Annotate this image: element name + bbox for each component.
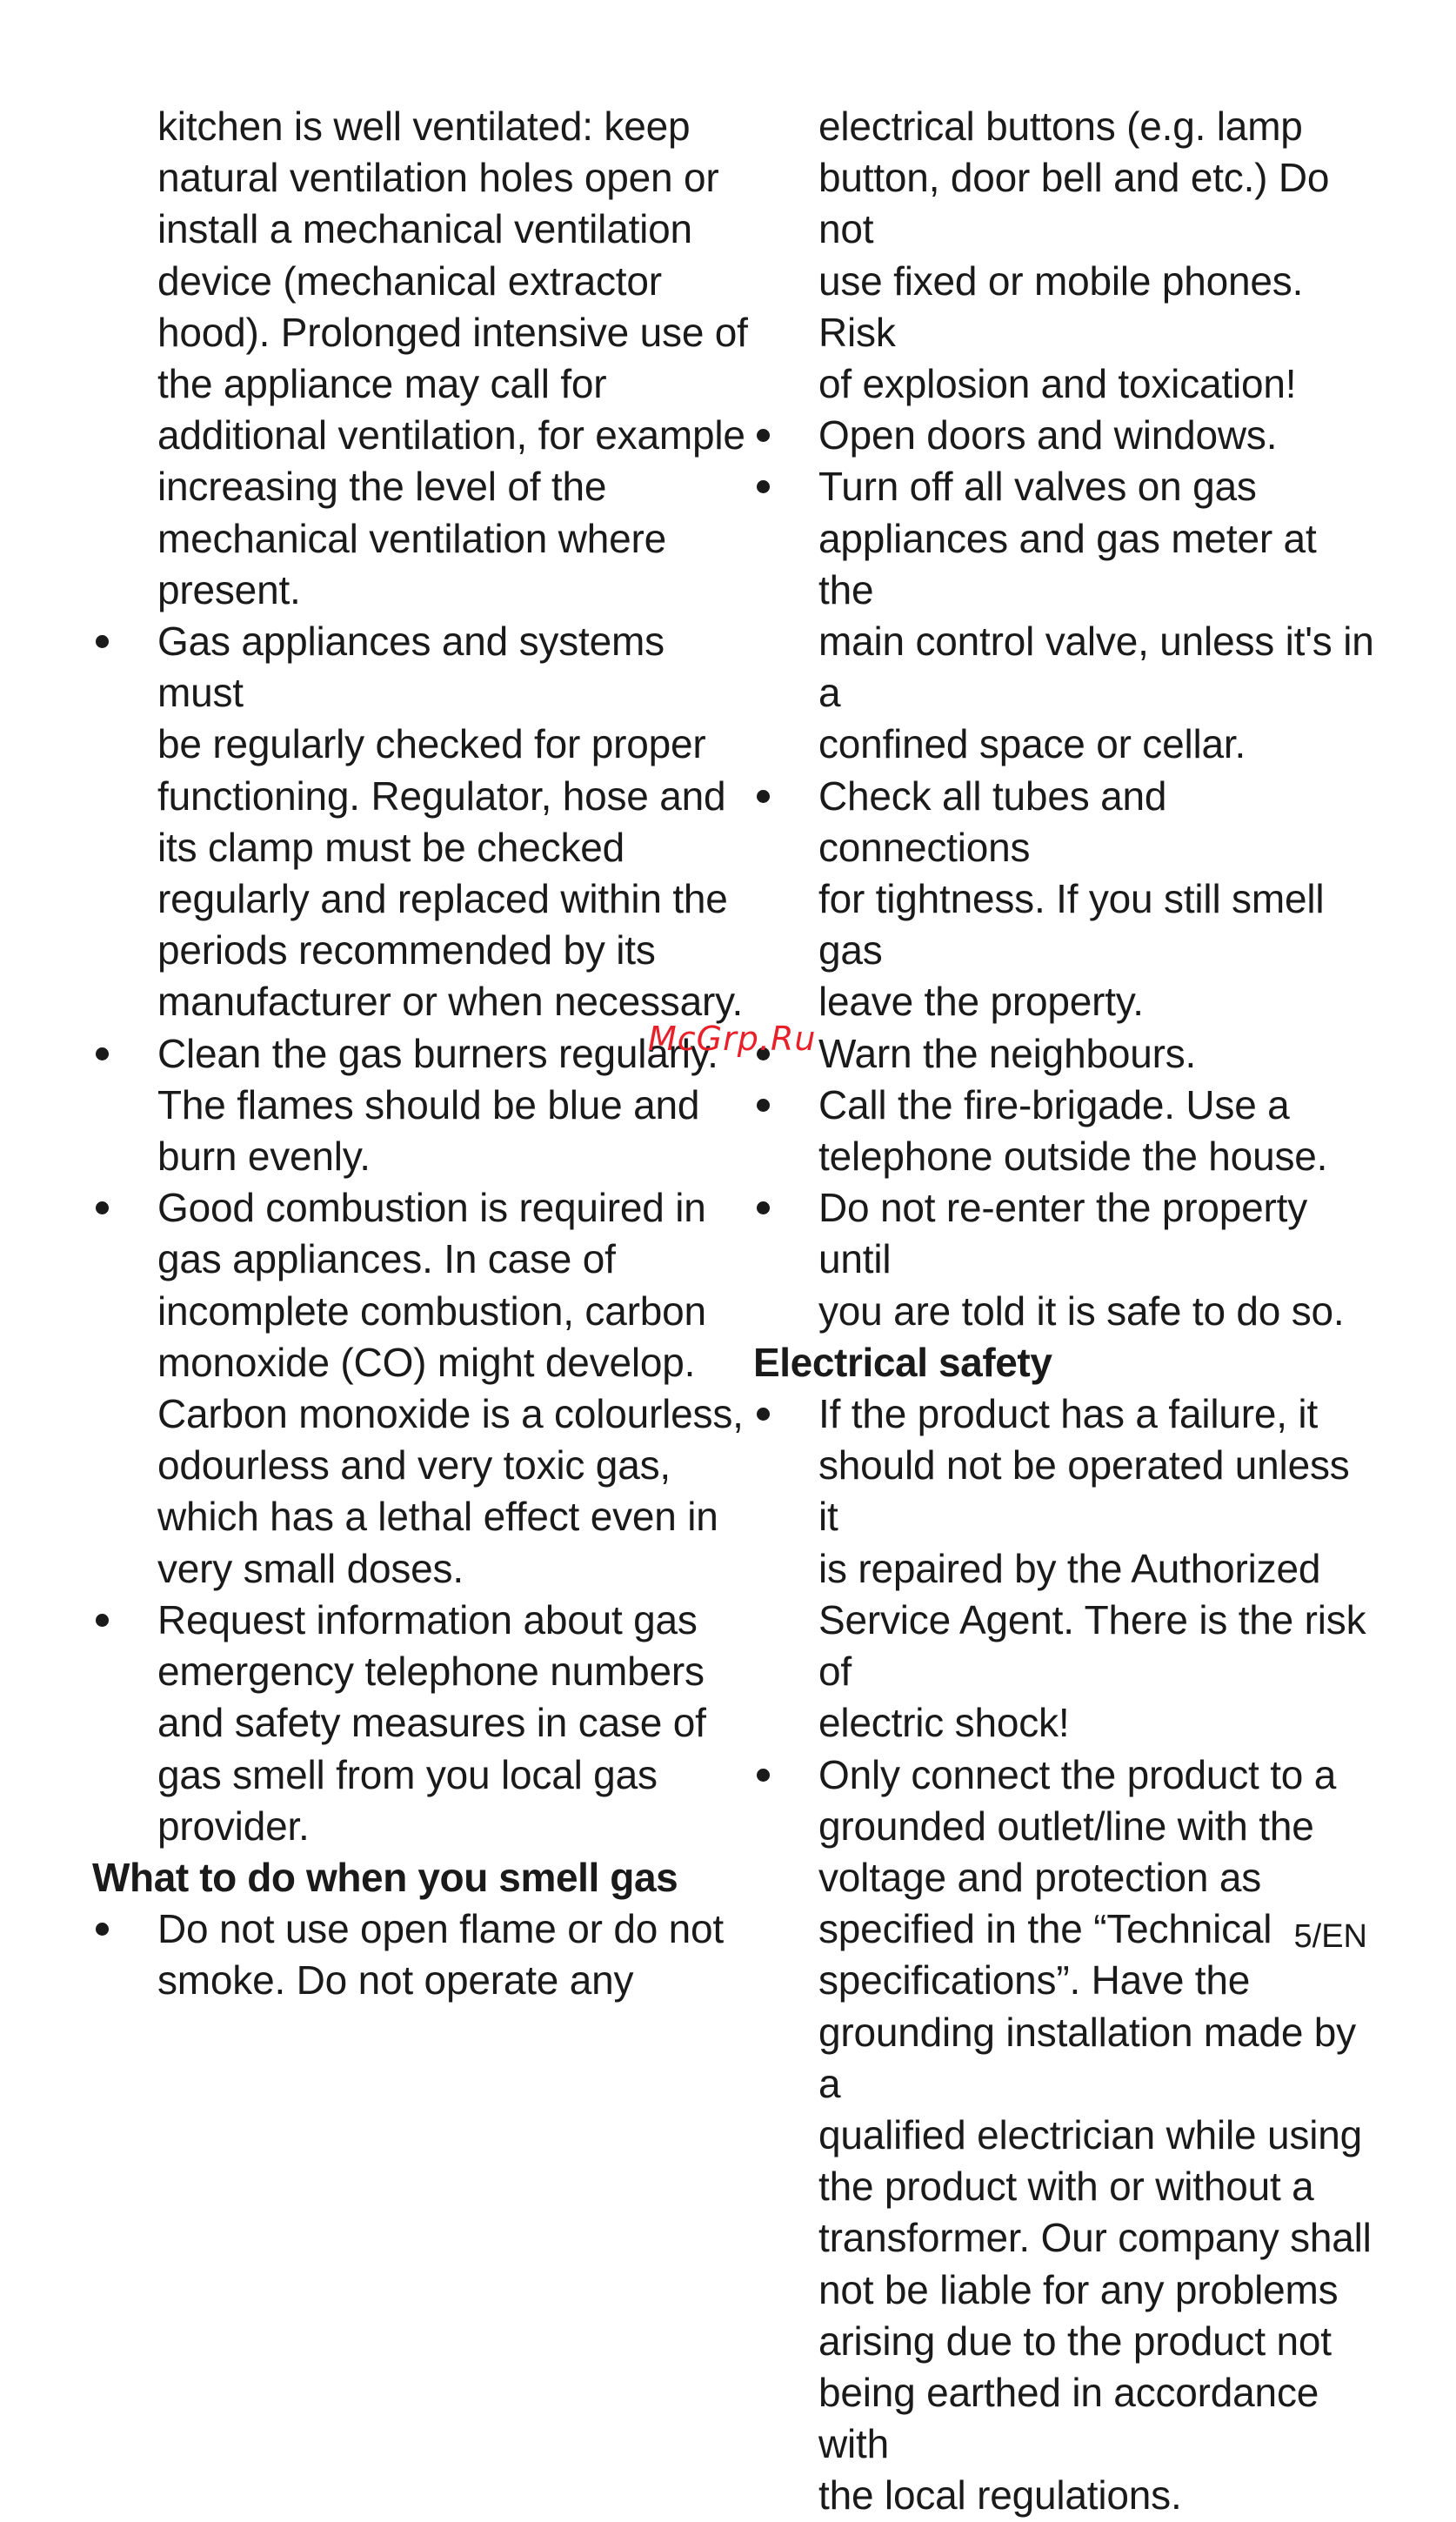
bullet-icon <box>757 429 770 442</box>
list-item <box>92 616 753 1028</box>
list-item <box>753 410 1379 461</box>
bullet-icon <box>757 790 770 803</box>
bullet-icon <box>757 1201 770 1214</box>
list-item <box>753 1388 1379 1749</box>
list-item-text: Do not re-enter the property until you are told it is safe to do so. <box>818 1185 1345 1334</box>
list-item-text: Request information about gas emergency telephone numbers and safety measures in case of gas smell from you local gas provider. <box>157 1596 706 1849</box>
list-item <box>753 461 1379 770</box>
right-column <box>753 101 1379 2522</box>
bullet-icon <box>757 1769 770 1782</box>
list-item-text: Warn the neighbours. <box>818 1030 1197 1076</box>
bullet-icon <box>757 480 770 493</box>
smell-gas-heading: What to do when you smell gas <box>92 1854 678 1900</box>
list-item-text: Only connect the product to a grounded outlet/line with the voltage and protection as specified in the “Technical specifications”. Have the grounding installation made by a qualified electrician while using the product with or without a transformer. Our company shall not be liable for any problems arising due to the product not being earthed in accordance with the local regulations. <box>818 1751 1372 2519</box>
list-item <box>753 1182 1379 1337</box>
list-item <box>92 1595 753 1852</box>
list-item-text: If the product has a failure, it should not be operated unless it is repaired by the Authorized Service Agent. There is the risk of electric shock! <box>818 1391 1366 1746</box>
bullet-icon <box>96 1047 109 1060</box>
bullet-icon <box>757 1099 770 1112</box>
intro-paragraph: kitchen is well ventilated: keep natural ventilation holes open or install a mechanical ventilation device (mechanical extractor hood). Prolonged intensive use of the appliance may call for additional ventilation, for example increasing the level of the mechanical ventilation where present. <box>157 104 748 612</box>
list-item <box>753 1028 1379 1080</box>
electrical-safety-heading: Electrical safety <box>753 1339 1052 1385</box>
list-item-text: Check all tubes and connections for tightness. If you still smell gas leave the property. <box>818 773 1325 1025</box>
bullet-icon <box>96 1614 109 1627</box>
list-item <box>753 771 1379 1028</box>
list-item-text: Call the fire-brigade. Use a telephone outside the house. <box>818 1081 1328 1180</box>
smell-gas-actions-list <box>753 410 1379 1337</box>
watermark: McGrp.Ru <box>648 1020 817 1058</box>
bullet-icon <box>96 635 109 648</box>
list-item <box>92 1182 753 1595</box>
list-item-text: Turn off all valves on gas appliances and gas meter at the main control valve, unless it's in a confined space or cellar. <box>818 464 1374 767</box>
electrical-safety-list <box>753 1388 1379 2521</box>
smell-gas-list <box>92 1903 753 2006</box>
list-item <box>753 1080 1379 1182</box>
continued-paragraph: electrical buttons (e.g. lamp button, door bell and etc.) Do not use fixed or mobile phones. Risk of explosion and toxication! <box>818 104 1330 407</box>
list-item-text: Open doors and windows. <box>818 412 1278 458</box>
list-item <box>753 1749 1379 2522</box>
list-item-text: Do not use open flame or do not smoke. Do not operate any <box>157 1906 725 2004</box>
bullet-icon <box>757 1408 770 1421</box>
page-number: 5/EN <box>1293 1918 1367 1955</box>
bullet-icon <box>96 1201 109 1214</box>
list-item <box>92 1903 753 2006</box>
list-item-text: Gas appliances and systems must be regularly checked for proper functioning. Regulator, hose and its clamp must be checked regularly and replaced within the periods recommended by its manufacturer or when necessary. <box>157 619 744 1025</box>
bullet-icon <box>96 1923 109 1936</box>
gas-safety-list <box>92 616 753 1852</box>
list-item-text: Clean the gas burners regularly. The flames should be blue and burn evenly. <box>157 1030 718 1180</box>
list-item-text: Good combustion is required in gas appliances. In case of incomplete combustion, carbon monoxide (CO) might develop. Carbon monoxide is a colourless, odourless and very toxic gas, which has a lethal effect even in very small doses. <box>157 1185 744 1591</box>
